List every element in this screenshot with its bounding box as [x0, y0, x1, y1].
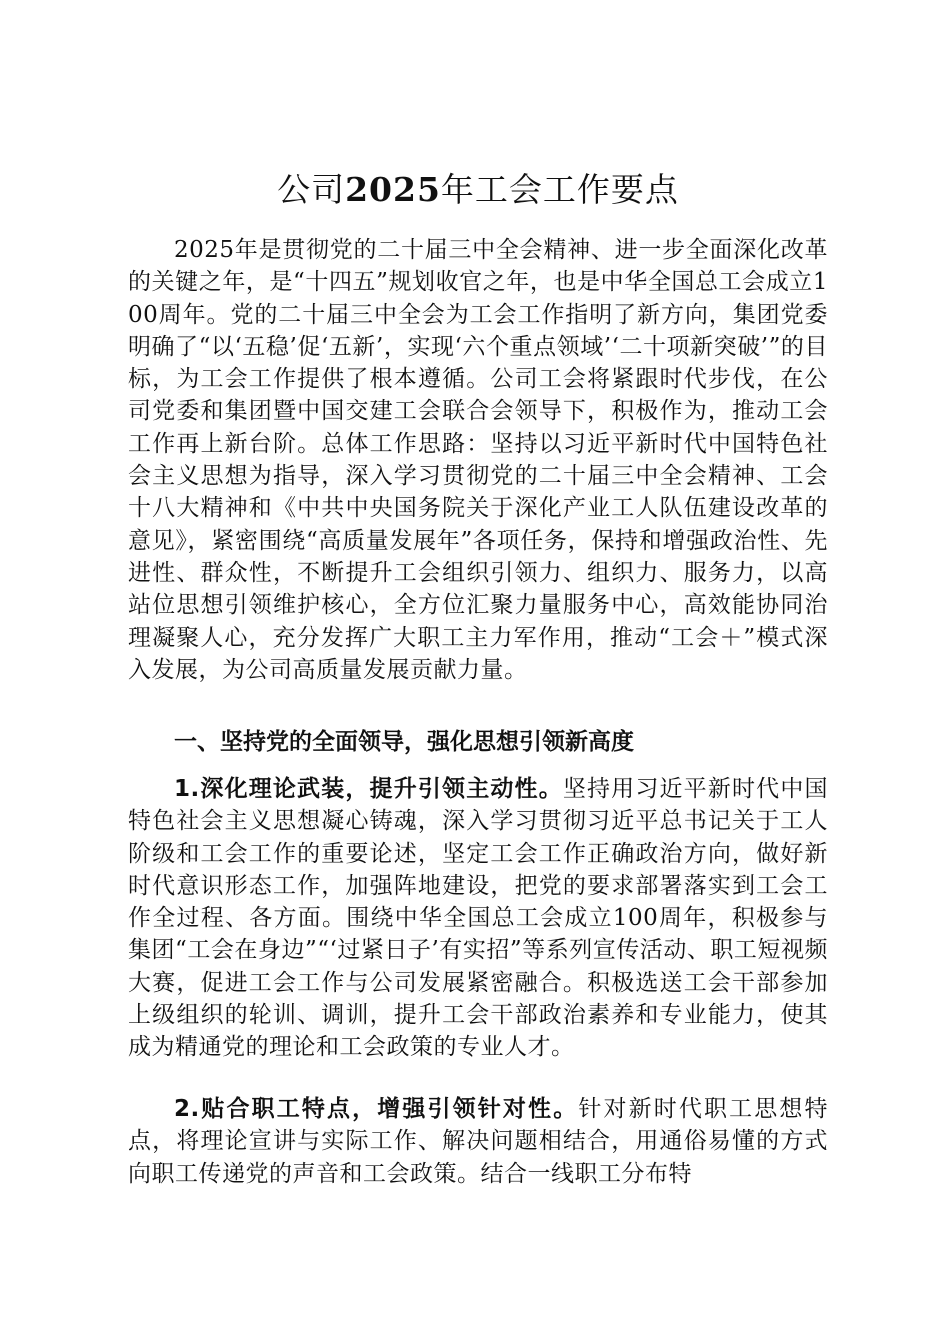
intro-paragraph: 2025年是贯彻党的二十届三中全会精神、进一步全面深化改革的关键之年，是“十四五”规划收官之年，也是中华全国总工会成立100周年。党的二十届三中全会为工会工作指明了新方向，集团党委明确了“以‘五稳’促‘五新’，实现‘六个重点领域’‘二十项新突破’”的目标，为工会工作提供了根本遵循。公司工会将紧跟时代步伐，在公司党委和集团暨中国交建工会联合会领导下，积极作为，推动工会工作再上新台阶。总体工作思路：坚持以习近平新时代中国特色社会主义思想为指导，深入学习贯彻党的二十届三中全会精神、工会十八大精神和《中共中央国务院关于深化产业工人队伍建设改革的意见》，紧密围绕“高质量发展年”各项任务，保持和增强政治性、先进性、群众性，不断提升工会组织引领力、组织力、服务力，以高站位思想引领维护核心，全方位汇聚力量服务中心，高效能协同治理凝聚人心，充分发挥广大职工主力军作用，推动“工会＋”模式深入发展，为公司高质量发展贡献力量。 — [128, 237, 828, 683]
title-prefix: 公司 — [277, 170, 346, 209]
title-suffix: 年工会工作要点 — [440, 170, 679, 209]
item-1-lead: 1.深化理论武装，提升引领主动性。 — [174, 776, 563, 802]
item-2-paragraph — [128, 1093, 828, 1190]
item-1-paragraph — [128, 773, 828, 1064]
item-1-body: 坚持用习近平新时代中国特色社会主义思想凝心铸魂，深入学习贯彻习近平总书记关于工人阶级和工会工作的重要论述，坚定工会工作正确政治方向，做好新时代意识形态工作，加强阵地建设，把党的要求部署落实到工会工作全过程、各方面。围绕中华全国总工会成立100周年，积极参与集团“工会在身边”“‘过紧日子’有实招”等系列宣传活动、职工短视频大赛，促进工会工作与公司发展紧密融合。积极选送工会干部参加上级组织的轮训、调训，提升工会干部政治素养和专业能力，使其成为精通党的理论和工会政策的专业人才。 — [128, 776, 828, 1061]
section-heading: 一、坚持党的全面领导，强化思想引领新高度 — [174, 729, 634, 755]
item-2-lead: 2.贴合职工特点，增强引领针对性。 — [174, 1096, 579, 1122]
item-2-body: 针对新时代职工思想特点，将理论宣讲与实际工作、解决问题相结合，用通俗易懂的方式向职工传递党的声音和工会政策。结合一线职工分布特 — [128, 1096, 828, 1187]
document-title — [128, 168, 828, 212]
title-year: 2025 — [345, 170, 441, 209]
